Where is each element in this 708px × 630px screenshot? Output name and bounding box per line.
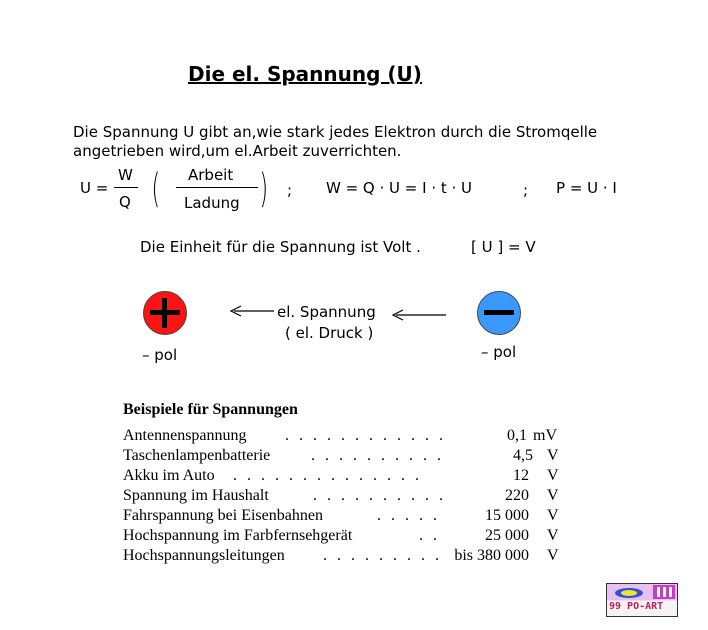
row-dots: . . . . . . . . . . [313,487,446,504]
fraction-line-wq [114,187,138,188]
row-unit: V [547,447,559,464]
left-arrow-icon [228,305,276,317]
row-name: Hochspannung im Farbfernsehgerät [123,527,353,544]
row-dots: . . . . . . . . . [323,547,442,564]
examples-heading: Beispiele für Spannungen [123,401,298,418]
page-title: Die el. Spannung (U) [188,62,422,86]
row-name: Hochspannungsleitungen [123,547,285,564]
row-name: Spannung im Haushalt [123,487,269,504]
formula-arbeit: Arbeit [188,166,234,184]
row-value: bis 380 000 [454,547,529,564]
logo-text: 99 PO-ART [609,601,664,612]
row-dots: . . . . . . . . . . . . [285,427,446,444]
table-row [123,447,563,467]
row-unit: V [547,487,559,504]
row-value: 220 [505,487,529,504]
row-dots: . . [419,527,440,544]
formula-w: W [118,166,133,184]
el-spannung-label: el. Spannung [277,303,376,321]
intro-line-1: Die Spannung U gibt an,wie stark jedes Elektron durch die Stromqelle [73,123,598,141]
row-dots: . . . . . [377,507,440,524]
table-row [123,547,563,567]
formula-p-equation: P = U · I [556,179,617,197]
row-value: 15 000 [485,507,529,524]
formula-q: Q [119,193,131,211]
minus-pole-label: – pol [481,343,517,361]
row-unit: V [547,527,559,544]
formula-w-equation: W = Q · U = I · t · U [326,179,473,197]
plus-pole-icon [143,291,187,335]
row-dots: . . . . . . . . . . [311,447,444,464]
table-row [123,507,563,527]
row-value: 12 [513,467,529,484]
unit-symbol: [ U ] = V [471,238,536,256]
row-name: Fahrspannung bei Eisenbahnen [123,507,323,524]
table-row [123,527,563,547]
row-value: 25 000 [485,527,529,544]
row-unit: V [547,547,559,564]
el-druck-label: ( el. Druck ) [285,324,374,342]
row-unit: V [547,467,559,484]
formula-separator-2: ; [523,181,529,199]
intro-text [73,123,597,161]
left-paren: ( [151,166,161,212]
plus-pole-label: – pol [142,346,178,364]
row-unit: mV [533,427,557,444]
fraction-line-arbeit [176,187,258,188]
row-unit: V [547,507,559,524]
table-row [123,427,563,447]
formula-separator-1: ; [287,181,293,199]
row-value: 0,1 [507,427,527,444]
row-name: Antennenspannung [123,427,247,444]
table-row [123,467,563,487]
unit-text: Die Einheit für die Spannung ist Volt . [140,238,421,256]
left-arrow-icon [390,309,448,321]
intro-line-2: angetrieben wird,um el.Arbeit zuverrichten. [73,142,402,160]
row-name: Akku im Auto [123,467,215,484]
formula-u-equals: U = [80,179,109,197]
po-art-logo [606,583,678,617]
right-paren: ) [259,166,269,212]
row-name: Taschenlampenbatterie [123,447,271,464]
minus-pole-icon [477,291,521,335]
table-row [123,487,563,507]
formula-ladung: Ladung [184,194,240,212]
row-dots: . . . . . . . . . . . . . . [233,467,422,484]
row-value: 4,5 [513,447,533,464]
